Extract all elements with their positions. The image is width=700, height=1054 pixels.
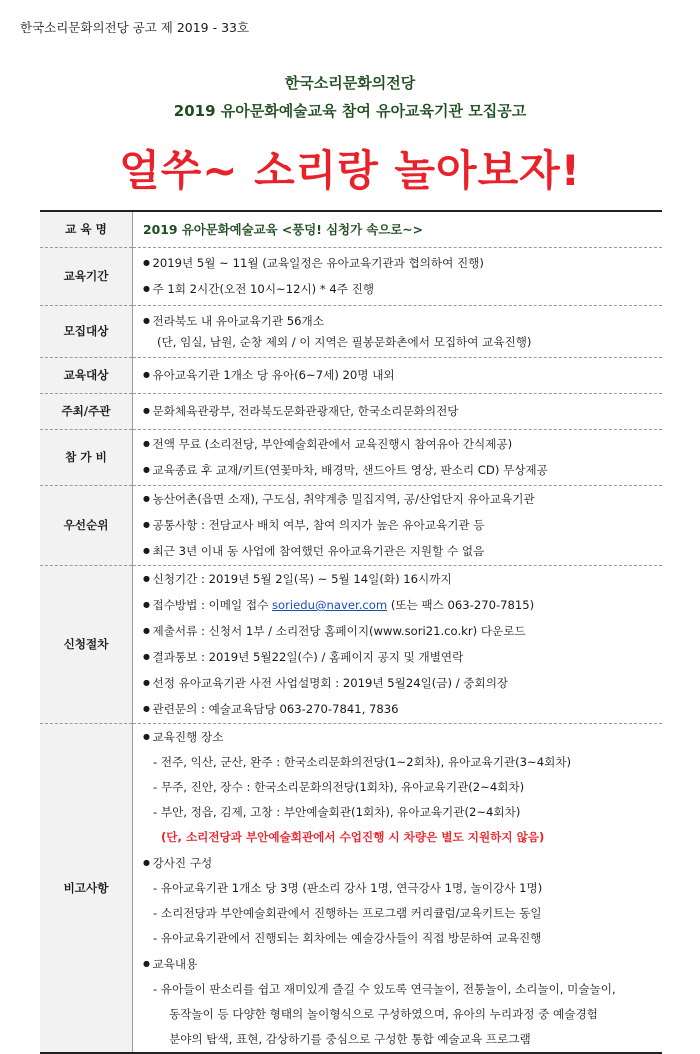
list-item: ● 제출서류 : 신청서 1부 / 소리전당 홈페이지(www.sori21.co.kr) 다운로드	[143, 618, 662, 644]
list-item: ● 접수방법 : 이메일 접수 soriedu@naver.com (또는 팩스 063-270-7815)	[143, 592, 662, 618]
list-item: (단, 임실, 남원, 순창 제외 / 이 지역은 필봉문화촌에서 모집하여 교육진행)	[157, 334, 532, 349]
list-item: - 유아들이 판소리를 쉽고 재미있게 즐길 수 있도록 연극놀이, 전통놀이, 소리놀이, 미술놀이,	[153, 981, 616, 996]
row-period	[40, 247, 662, 305]
row-label: 신청절차	[40, 565, 133, 723]
list-item: ● 농산어촌(읍면 소재), 구도심, 취약계층 밀집지역, 공/산업단지 유아교육기관	[143, 486, 662, 512]
row-label: 교 육 명	[40, 211, 133, 247]
row-host	[40, 393, 662, 429]
list-item: ● 교육종료 후 교재/키트(연꽃마차, 배경막, 샌드아트 영상, 판소리 CD) 무상제공	[143, 457, 662, 483]
list-item: - 부안, 정읍, 김제, 고창 : 부안예술회관(1회차), 유아교육기관(2~4회차)	[153, 804, 521, 819]
row-label: 주최/주관	[40, 393, 133, 429]
row-program	[40, 211, 662, 247]
row-label: 우선순위	[40, 485, 133, 565]
list-item: ● 교육내용	[143, 951, 662, 977]
list-item: ● 관련문의 : 예술교육담당 063-270-7841, 7836	[143, 696, 662, 722]
program-name: 2019 유아문화예술교육 <풍덩! 심청가 속으로~>	[143, 221, 424, 237]
list-item: ● 2019년 5월 ~ 11월 (교육일정은 유아교육기관과 협의하여 진행)	[143, 250, 662, 276]
list-item: - 무주, 진안, 장수 : 한국소리문화의전당(1회차), 유아교육기관(2~4회차)	[153, 779, 525, 794]
row-remarks	[40, 723, 662, 1053]
row-label: 참 가 비	[40, 429, 133, 485]
row-recruit-target	[40, 305, 662, 357]
notice-subtitle: 2019 유아문화예술교육 참여 유아교육기관 모집공고	[173, 102, 527, 120]
list-item: ● 결과통보 : 2019년 5월22일(수) / 홈페이지 공지 및 개별연락	[143, 644, 662, 670]
row-edu-target	[40, 357, 662, 393]
row-priority	[40, 485, 662, 565]
list-item: ● 최근 3년 이내 동 사업에 참여했던 유아교육기관은 지원할 수 없음	[143, 538, 662, 564]
place-note: (단, 소리전당과 부안예술회관에서 수업진행 시 차량은 별도 지원하지 않음)	[161, 829, 545, 844]
row-procedure	[40, 565, 662, 723]
list-item: ● 전액 무료 (소리전당, 부안예술회관에서 교육진행시 참여유아 간식제공)	[143, 431, 662, 457]
list-item: ● 유아교육기관 1개소 당 유아(6~7세) 20명 내외	[143, 362, 662, 388]
list-item: - 유아교육기관에서 진행되는 회차에는 예술강사들이 직접 방문하여 교육진행	[153, 930, 542, 945]
row-label: 교육기간	[40, 247, 133, 305]
notice-number: 한국소리문화의전당 공고 제 2019 - 33호	[20, 20, 250, 35]
list-item: ● 강사진 구성	[143, 850, 662, 876]
list-item: - 전주, 익산, 군산, 완주 : 한국소리문화의전당(1~2회차), 유아교육기관(3~4회차)	[153, 754, 572, 769]
list-item: ● 교육진행 장소	[143, 724, 662, 750]
list-item: ● 공통사항 : 전담교사 배치 여부, 참여 의지가 높은 유아교육기관 등	[143, 512, 662, 538]
organization-title: 한국소리문화의전당	[284, 74, 416, 92]
list-item: ● 신청기간 : 2019년 5월 2일(목) ~ 5월 14일(화) 16시까지	[143, 566, 662, 592]
list-item: ● 선정 유아교육기관 사전 사업설명회 : 2019년 5월24일(금) / 중회의장	[143, 670, 662, 696]
list-item: - 유아교육기관 1개소 당 3명 (판소리 강사 1명, 연극강사 1명, 놀이강사 1명)	[153, 880, 543, 895]
row-label: 교육대상	[40, 357, 133, 393]
list-item: 분야의 탐색, 표현, 감상하기를 중심으로 구성한 통합 예술교육 프로그램	[169, 1031, 531, 1046]
list-item: ● 전라북도 내 유아교육기관 56개소	[143, 310, 662, 332]
headline: 얼쑤~ 소리랑 놀아보자!	[119, 146, 581, 195]
row-label: 비고사항	[40, 723, 133, 1053]
list-item: ● 문화체육관광부, 전라북도문화관광재단, 한국소리문화의전당	[143, 398, 662, 424]
list-item: 동작놀이 등 다양한 형태의 놀이형식으로 구성하였으며, 유아의 누리과정 중 예술경험	[169, 1006, 598, 1021]
info-table	[40, 210, 662, 1054]
list-item: - 소리전당과 부안예술회관에서 진행하는 프로그램 커리큘럼/교육키트는 동일	[153, 905, 542, 920]
row-fee	[40, 429, 662, 485]
row-label: 모집대상	[40, 305, 133, 357]
list-item: ● 주 1회 2시간(오전 10시~12시) * 4주 진행	[143, 276, 662, 302]
email-link[interactable]: soriedu@naver.com	[271, 598, 388, 612]
